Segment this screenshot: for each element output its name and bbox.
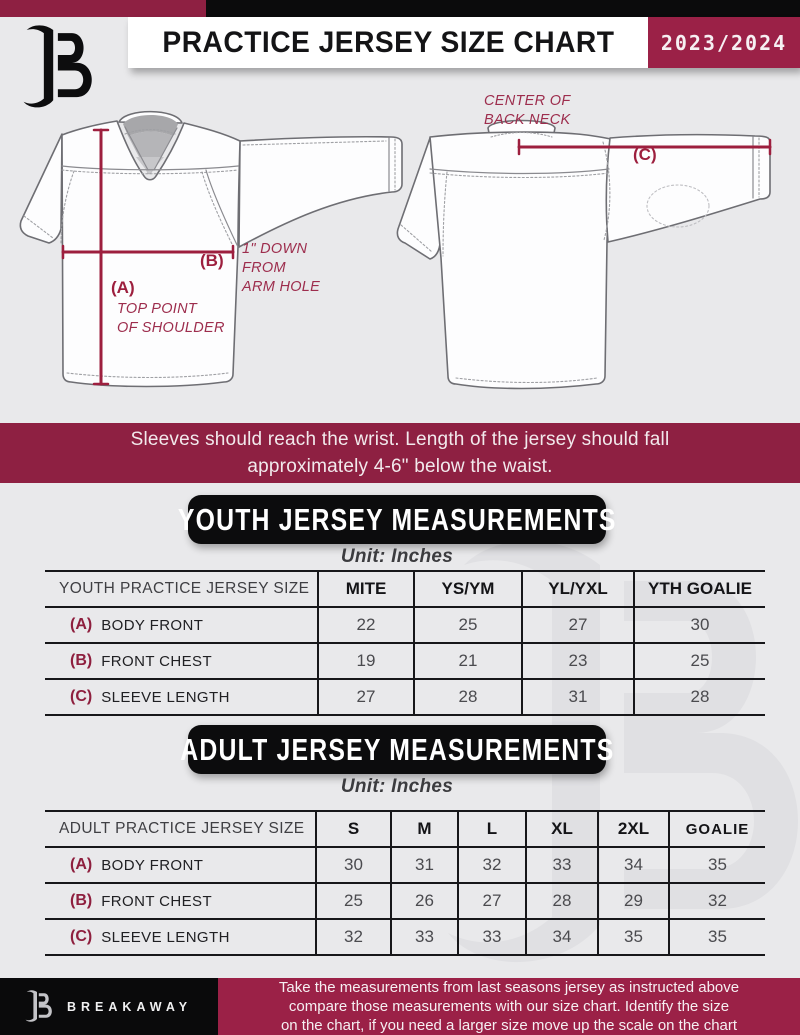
label-a: (A) xyxy=(111,278,135,297)
annotation-top-point-shoulder: TOP POINT OF SHOULDER xyxy=(117,301,225,336)
fit-note-banner: Sleeves should reach the wrist. Length of the jersey should fall approximately 4-6" below the waist. xyxy=(0,423,800,483)
table-header-row xyxy=(45,812,765,848)
column-header: M xyxy=(417,819,432,838)
annotation-center-back-neck: CENTER OF BACK NECK xyxy=(484,93,571,128)
adult-section-heading: ADULT JERSEY MEASUREMENTS xyxy=(188,725,606,774)
youth-unit-label: Unit: Inches xyxy=(340,546,454,567)
front-jersey-illustration xyxy=(20,112,402,387)
table-row: (C) SLEEVE LENGTH 32 33 33 34 35 35 xyxy=(45,920,765,956)
table-row: (A) BODY FRONT 30 31 32 33 34 35 xyxy=(45,848,765,884)
breakaway-logo-icon xyxy=(22,20,100,118)
title-box xyxy=(128,17,648,68)
annotation-arm-hole: 1" DOWN FROM ARM HOLE xyxy=(242,241,321,295)
column-header: L xyxy=(486,819,498,838)
youth-size-table xyxy=(45,570,765,716)
label-c: (C) xyxy=(633,145,657,164)
table-row: (B) FRONT CHEST 25 26 27 28 29 32 xyxy=(45,884,765,920)
footer-brand-name: BREAKAWAY xyxy=(67,999,193,1014)
table-row: (A) BODY FRONT 22 25 27 30 xyxy=(45,608,765,644)
table-row: (B) FRONT CHEST 19 21 23 25 xyxy=(45,644,765,680)
header-bar xyxy=(128,17,800,68)
page-title: PRACTICE JERSEY SIZE CHART xyxy=(161,25,614,59)
back-jersey-illustration xyxy=(397,121,770,389)
column-header: S xyxy=(347,819,360,838)
season-box xyxy=(648,17,800,68)
column-header: 2XL xyxy=(617,819,650,838)
column-header: GOALIE xyxy=(685,820,750,838)
table-row: (C) SLEEVE LENGTH 27 28 31 28 xyxy=(45,680,765,716)
adult-size-table xyxy=(45,810,765,956)
breakaway-footer-logo-icon xyxy=(25,988,55,1026)
footer-brand-bar xyxy=(0,978,218,1035)
season-label: 2023/2024 xyxy=(660,30,788,55)
column-header: XL xyxy=(551,819,573,838)
table-header-row xyxy=(45,572,765,608)
youth-section-heading: YOUTH JERSEY MEASUREMENTS xyxy=(188,495,606,544)
column-header: YS/YM xyxy=(441,579,495,598)
column-header: ADULT PRACTICE JERSEY SIZE xyxy=(59,820,305,837)
label-b: (B) xyxy=(200,251,224,270)
column-header: YOUTH PRACTICE JERSEY SIZE xyxy=(59,580,310,597)
column-header: YTH GOALIE xyxy=(648,579,752,598)
column-header: MITE xyxy=(345,579,387,598)
column-header: YL/YXL xyxy=(548,579,608,598)
footer-instructions: Take the measurements from last seasons jersey as instructed above compare those measurements with our size chart. Identify the size on the chart, if you need a larger size move up the scale on the chart xyxy=(218,978,800,1035)
adult-unit-label: Unit: Inches xyxy=(340,776,454,797)
